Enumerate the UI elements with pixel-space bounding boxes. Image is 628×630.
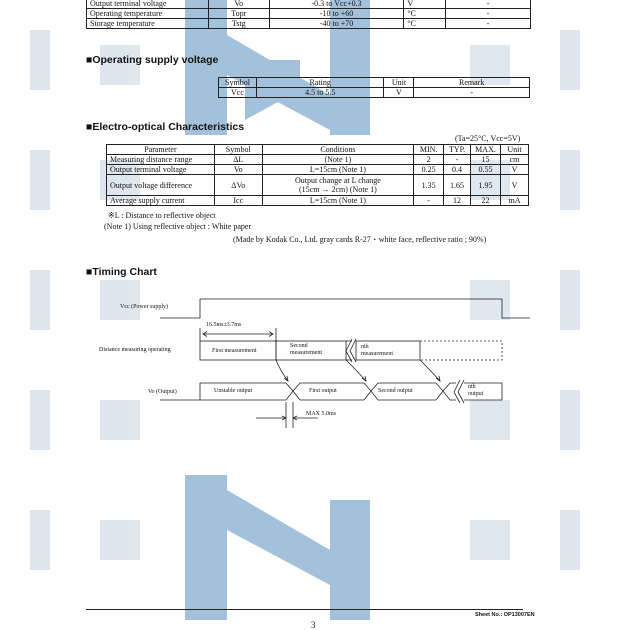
table-row: Measuring distance range ΔL (Note 1) 2 - 15 cm [107, 155, 529, 165]
vo-output-label: Vo (Output) [148, 389, 177, 395]
note-distance: ※L : Distance to reflective object [108, 211, 216, 220]
table-row: Storage temperature Tstg -40 to +70 °C - [87, 19, 531, 29]
unstable-output-label: Unstable output [214, 388, 253, 394]
period-label: 16.5ms±3.7ms [206, 322, 242, 328]
first-output-label: First output [309, 388, 337, 394]
table-row: Output terminal voltage Vo -0.3 to Vcc+0.3 V - [87, 0, 531, 9]
second-output-label: Second output [378, 388, 413, 394]
table-row: Output voltage difference ΔVo Output change at L change (15cm → 2cm) (Note 1) 1.35 1.65 1.95 V [107, 175, 529, 196]
table-row: Output terminal voltage Vo L=15cm (Note 1) 0.25 0.4 0.55 V [107, 165, 529, 175]
table-header-row: Parameter Symbol Conditions MIN. TYP. MAX. Unit [107, 145, 529, 155]
second-measurement-label: Second measurement [290, 343, 322, 356]
electro-optical-heading: ■Electro-optical Characteristics [86, 121, 245, 133]
note-reflective: (Made by Kodak Co., Ltd. gray cards R-27・white face, reflective ratio ; 90%) [233, 235, 487, 244]
first-measurement-label: First measurement [212, 348, 257, 354]
table-header-row: Symbol Rating Unit Remark [219, 78, 530, 88]
max-time-label: MAX 5.0ms [306, 411, 337, 417]
table-row: Average supply current Icc L=15cm (Note 1) - 12 22 mA [107, 196, 529, 206]
table-row: Vcc 4.5 to 5.5 V - [219, 88, 530, 98]
nth-output-label: nth output [468, 384, 484, 397]
note-1: (Note 1) Using reflective object : White paper [104, 222, 252, 231]
footer-rule [86, 609, 523, 610]
distance-measuring-label: Distance measuring operating [99, 347, 171, 353]
sheet-number: Sheet No.: OP13007EN [475, 612, 535, 618]
nth-measurement-label: nth measurement [361, 344, 393, 357]
vcc-label: Vcc (Power supply) [120, 304, 168, 310]
page-number: 3 [311, 620, 316, 630]
table-row: Operating temperature Topr -10 to +60 °C - [87, 9, 531, 19]
supply-voltage-heading: ■Operating supply voltage [86, 54, 219, 66]
test-condition: (Ta=25°C, Vcc=5V) [455, 134, 521, 143]
timing-chart-heading: ■Timing Chart [86, 266, 157, 278]
